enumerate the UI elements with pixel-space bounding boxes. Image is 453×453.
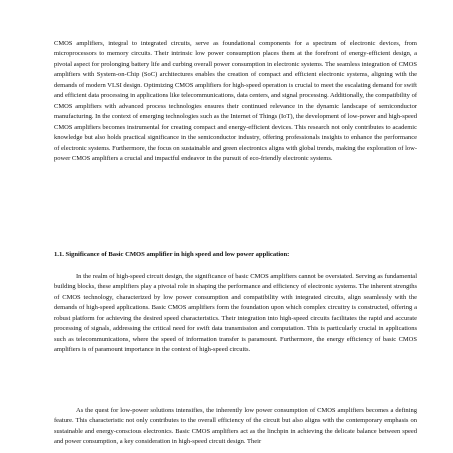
section-paragraph-2: As the quest for low-power solutions intensifies, the inherently low power consumption of CMOS amplifiers becomes a defining feature. This characteristic not only contributes to the overall efficiency of the circuit but also aligns with the contemporary emphasis on sustainable and energy-conscious electronics. Basic CMOS amplifiers act as the linchpin in achieving the delicate balance between speed and power consumption, a key consideration in high-speed circuit design. Their [54, 407, 417, 446]
text-column [54, 39, 417, 446]
intro-paragraph: CMOS amplifiers, integral to integrated circuits, serve as foundational components for a spectrum of electronic devices, from microprocessors to memory circuits. Their intrinsic low power consumption places them at the forefront of energy-efficient design, a pivotal aspect for prolonging battery life and curbing overall power consumption in electronic systems. The seamless integration of CMOS amplifiers with System-on-Chip (SoC) architectures enables the creation of compact and efficient electronic systems, aligning with the demands of modern VLSI design. Optimizing CMOS amplifiers for high-speed operation is crucial to meet the escalating demand for swift and efficient data processing in applications like telecommunications, data centers, and signal processing. Additionally, the compatibility of CMOS amplifiers with advanced process technologies ensures their continued relevance in the dynamic landscape of semiconductor manufacturing. In the context of emerging technologies such as the Internet of Things (IoT), the development of low-power and high-speed CMOS amplifiers becomes instrumental for creating compact and energy-efficient devices. This research not only contributes to academic knowledge but also holds practical significance in the semiconductor industry, offering professionals insights to enhance the performance of electronic systems. Furthermore, the focus on sustainable and green electronics aligns with global trends, making the exploration of low-power CMOS amplifiers a crucial and impactful endeavor in the pursuit of eco-friendly electronic systems. [54, 40, 417, 162]
section-paragraph-1: In the realm of high-speed circuit design, the significance of basic CMOS amplifiers cannot be overstated. Serving as fundamental building blocks, these amplifiers play a pivotal role in shaping the performance and efficiency of electronic systems. The inherent strengths of CMOS technology, characterized by low power consumption and compatibility with integrated circuits, align seamlessly with the demands of high-speed applications. Basic CMOS amplifiers form the foundation upon which complex circuitry is constructed, offering a robust platform for achieving the desired speed characteristics. Their integration into high-speed circuits facilitates the rapid and accurate processing of signals, addressing the critical need for swift data transmission and computation. This is particularly crucial in applications such as telecommunications, where the speed of information transfer is paramount. Furthermore, the energy efficiency of basic CMOS amplifiers is of paramount importance in the context of high-speed circuits. [54, 273, 417, 354]
section-heading: 1.1. Significance of Basic CMOS amplifier in high speed and low power application: [54, 251, 290, 258]
